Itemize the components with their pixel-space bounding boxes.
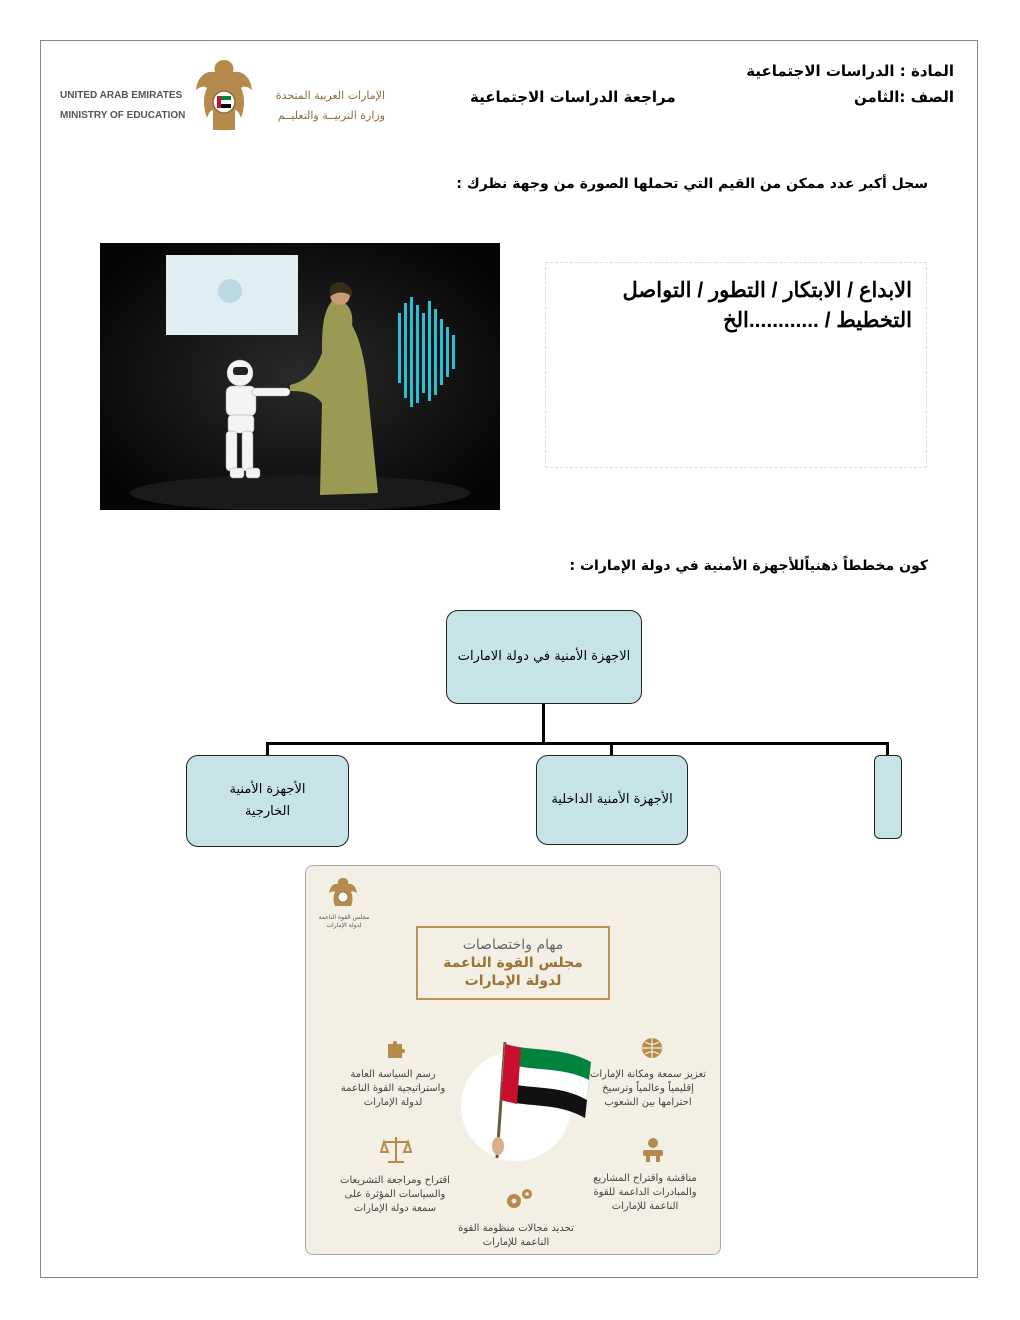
ministry-logo — [60, 56, 390, 138]
worksheet-title: مراجعة الدراسات الاجتماعية — [470, 88, 676, 106]
logo-en-line1: UNITED ARAB EMIRATES — [60, 90, 183, 101]
logo-arabic-text — [265, 86, 385, 126]
answer-line-1: الابداع / الابتكار / التطور / التواصل — [622, 279, 912, 302]
photo-illustration-icon — [100, 243, 500, 510]
mindmap-external-label: الأجهزة الأمنية الخارجية — [229, 782, 306, 819]
connector-right — [886, 742, 889, 756]
subject-label: المادة : الدراسات الاجتماعية — [746, 62, 954, 80]
item-top-right: تعزيز سمعة ومكانة الإمارات إقليمياً وعالمياً وترسيخ احترامها بين الشعوب — [589, 1069, 707, 1108]
gears-icon — [502, 1186, 536, 1212]
puzzle-icon — [384, 1036, 408, 1060]
soft-power-infographic — [305, 865, 721, 1255]
infographic-title-frame — [416, 926, 610, 1000]
globe-icon — [640, 1036, 664, 1060]
mindmap-node-external — [186, 755, 349, 847]
connector-vertical-root — [542, 704, 545, 744]
connector-left — [266, 742, 269, 756]
scales-icon — [380, 1134, 412, 1166]
item-top-left: رسم السياسة العامة واستراتيجية القوة الناعمة لدولة الإمارات — [340, 1069, 446, 1108]
grade-label: الصف :الثامن — [854, 88, 954, 106]
item-mid-right: مناقشة واقتراح المشاريع والمبادرات الداعمة للقوة الناعمة للإمارات — [593, 1173, 697, 1212]
discussion-icon — [640, 1136, 666, 1164]
connector-middle — [610, 742, 613, 756]
mindmap-node-internal — [536, 755, 688, 845]
mindmap-internal-label: الأجهزة الأمنية الداخلية — [551, 792, 673, 807]
uae-flag-icon — [491, 1036, 601, 1166]
item-mid-left: اقتراح ومراجعة التشريعات والسياسات المؤثرة على سمعة دولة الإمارات — [340, 1175, 450, 1214]
mindmap-node-empty — [874, 755, 902, 839]
mindmap-root-node — [446, 610, 642, 704]
answer-area — [545, 262, 927, 468]
question1-prompt: سجل أكبر عدد ممكن من القيم التي تحملها الصورة من وجهة نظرك : — [456, 176, 928, 192]
answer-line-2: التخطيط / ............الخ — [723, 309, 912, 332]
logo-ar-line1: الإمارات العربية المتحدة — [275, 89, 385, 102]
logo-en-line2: MINISTRY OF EDUCATION — [60, 110, 186, 121]
title-line-3: لدولة الإمارات — [464, 973, 562, 989]
item-bottom: تحديد مجالات منظومة القوة الناعمة للإمارات — [458, 1223, 574, 1248]
title-line-1: مهام واختصاصات — [462, 937, 564, 953]
connector-horizontal — [266, 742, 889, 745]
logo-english-text — [60, 86, 185, 126]
falcon-emblem-icon — [193, 56, 255, 136]
title-line-2: مجلس القوة الناعمة — [443, 955, 583, 971]
council-logo-text: مجلس القوة الناعمة لدولة الإمارات — [318, 914, 370, 929]
question2-prompt: كون مخططاً ذهنياًللأجهزة الأمنية في دولة الإمارات : — [569, 558, 928, 574]
logo-ar-line2: وزارة التربيــة والتعليــم — [277, 109, 385, 122]
robot-handshake-photo — [100, 243, 500, 510]
council-emblem-icon — [328, 876, 358, 910]
mindmap-root-label: الاجهزة الأمنية في دولة الامارات — [457, 649, 631, 664]
